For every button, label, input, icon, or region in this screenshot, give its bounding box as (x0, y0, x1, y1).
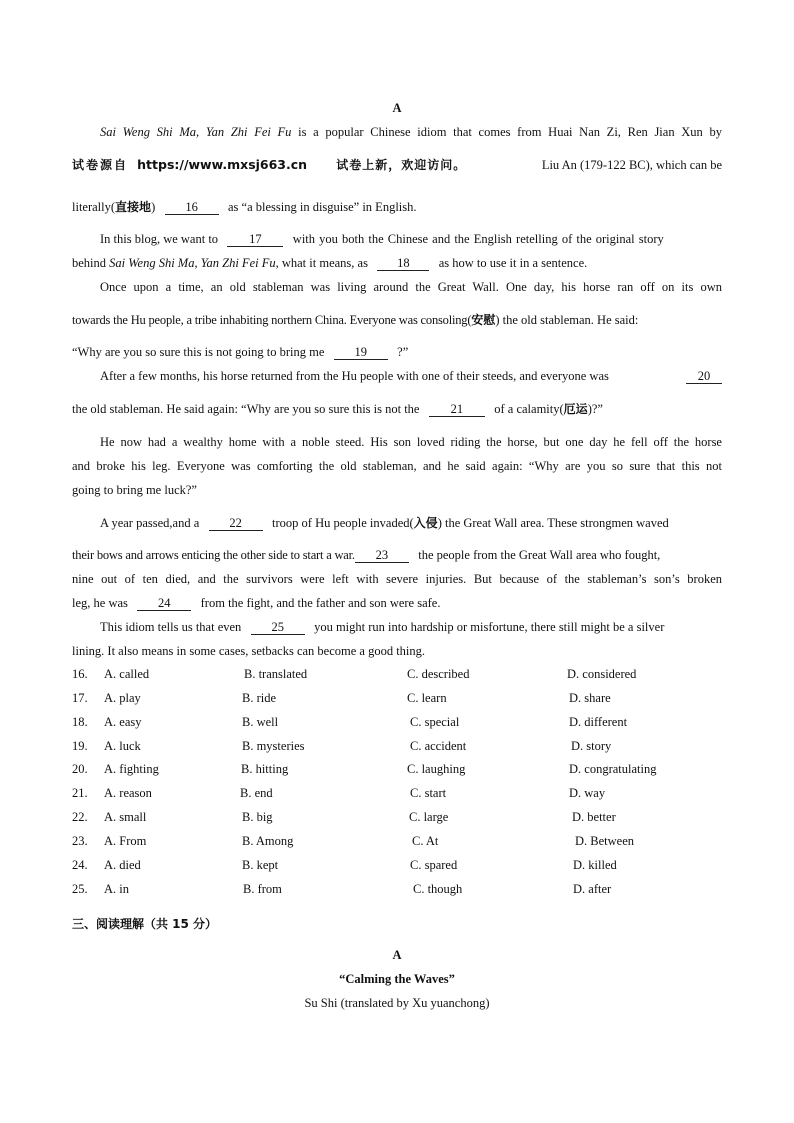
option-row: 25. A. in B. from C. though D. after (72, 882, 612, 896)
paragraph-1-line-1: Sai Weng Shi Ma, Yan Zhi Fei Fu is a popular Chinese idiom that comes from Huai Nan Zi, Ren Jian Xun by (100, 125, 722, 139)
option-row: 22. A. small B. big C. large D. better (72, 810, 616, 824)
blank-25[interactable]: 25 (251, 620, 305, 635)
paragraph-2-line-2: behind Sai Weng Shi Ma, Yan Zhi Fei Fu, what it means, as 18 as how to use it in a sentence. (72, 256, 588, 270)
paragraph-4-line-2: the old stableman. He said again: “Why are you so sure this is not the 21 of a calamity(厄运)?” (72, 402, 603, 416)
paragraph-1-line-2-rest: Liu An (179-122 BC), which can be (541, 158, 722, 172)
section-3-heading: 三、阅读理解（共 15 分） (72, 917, 218, 931)
option-row: 20. A. fighting B. hitting C. laughing D. congratulating (72, 762, 657, 776)
paragraph-3-line-2: towards the Hu people, a tribe inhabiting northern China. Everyone was consoling(安慰) the old stableman. He said: (72, 313, 639, 327)
option-row: 19. A. luck B. mysteries C. accident D. story (72, 739, 612, 753)
option-row: 21. A. reason B. end C. start D. way (72, 786, 606, 800)
blank-18[interactable]: 18 (377, 256, 429, 271)
option-row: 16. A. called B. translated C. described D. considered (72, 667, 637, 681)
blank-21[interactable]: 21 (429, 402, 485, 417)
blank-19[interactable]: 19 (334, 345, 388, 360)
paragraph-2-line-1: In this blog, we want to 17 with you both the Chinese and the English retelling of the original story (100, 232, 664, 246)
passage-letter: A (392, 101, 402, 115)
paragraph-6-line-2: their bows and arrows enticing the other side to start a war. 23 the people from the Great Wall area who fought, (72, 548, 661, 562)
section-3-letter: A (392, 948, 402, 962)
poem-byline: Su Shi (translated by Xu yuanchong) (304, 996, 490, 1010)
paragraph-5-line-3: going to bring me luck?” (72, 483, 197, 497)
option-row: 18. A. easy B. well C. special D. different (72, 715, 628, 729)
paragraph-3-line-3: “Why are you so sure this is not going to bring me 19 ?” (72, 345, 409, 359)
paragraph-1-line-2 (72, 157, 722, 173)
blank-22[interactable]: 22 (209, 516, 263, 531)
paragraph-7-line-2: lining. It also means in some cases, setbacks can become a good thing. (72, 644, 426, 658)
paragraph-6-line-1: A year passed,and a 22 troop of Hu people invaded(入侵) the Great Wall area. These strongmen waved (100, 516, 669, 530)
option-row: 17. A. play B. ride C. learn D. share (72, 691, 611, 705)
blank-24[interactable]: 24 (137, 596, 191, 611)
blank-17[interactable]: 17 (227, 232, 283, 247)
paragraph-1-line-3: literally(直接地) 16 as “a blessing in disguise” in English. (72, 200, 417, 214)
source-url: https://www.mxsj663.cn (137, 157, 308, 172)
paragraph-5-line-2: and broke his leg. Everyone was comforting the old stableman, and he said again: “Why are you so sure that this not (72, 459, 722, 473)
option-row: 24. A. died B. kept C. spared D. killed (72, 858, 617, 872)
blank-16[interactable]: 16 (165, 200, 219, 215)
source-suffix: 试卷上新，欢迎访问。 (336, 158, 467, 172)
paragraph-3-line-1: Once upon a time, an old stableman was living around the Great Wall. One day, his horse ran off on its own (100, 280, 722, 294)
paragraph-6-line-3: nine out of ten died, and the survivors were left with severe injuries. But because of the stableman’s son’s broken (72, 572, 722, 586)
option-row: 23. A. From B. Among C. At D. Between (72, 834, 635, 848)
paragraph-6-line-4: leg, he was 24 from the fight, and the father and son were safe. (72, 596, 441, 610)
source-prefix: 试卷源自 (72, 158, 129, 172)
blank-20[interactable]: 20 (686, 369, 722, 384)
paragraph-7-line-1: This idiom tells us that even 25 you might run into hardship or misfortune, there still might be a silver (100, 620, 665, 634)
poem-title: “Calming the Waves” (339, 972, 455, 986)
blank-23[interactable]: 23 (355, 548, 409, 563)
idiom-text: Sai Weng Shi Ma, Yan Zhi Fei Fu (100, 125, 292, 139)
paragraph-4-line-1: After a few months, his horse returned from the Hu people with one of their steeds, and everyone was 20 (100, 368, 722, 384)
paragraph-5-line-1: He now had a wealthy home with a noble steed. His son loved riding the horse, but one day he fell off the horse (100, 435, 722, 449)
